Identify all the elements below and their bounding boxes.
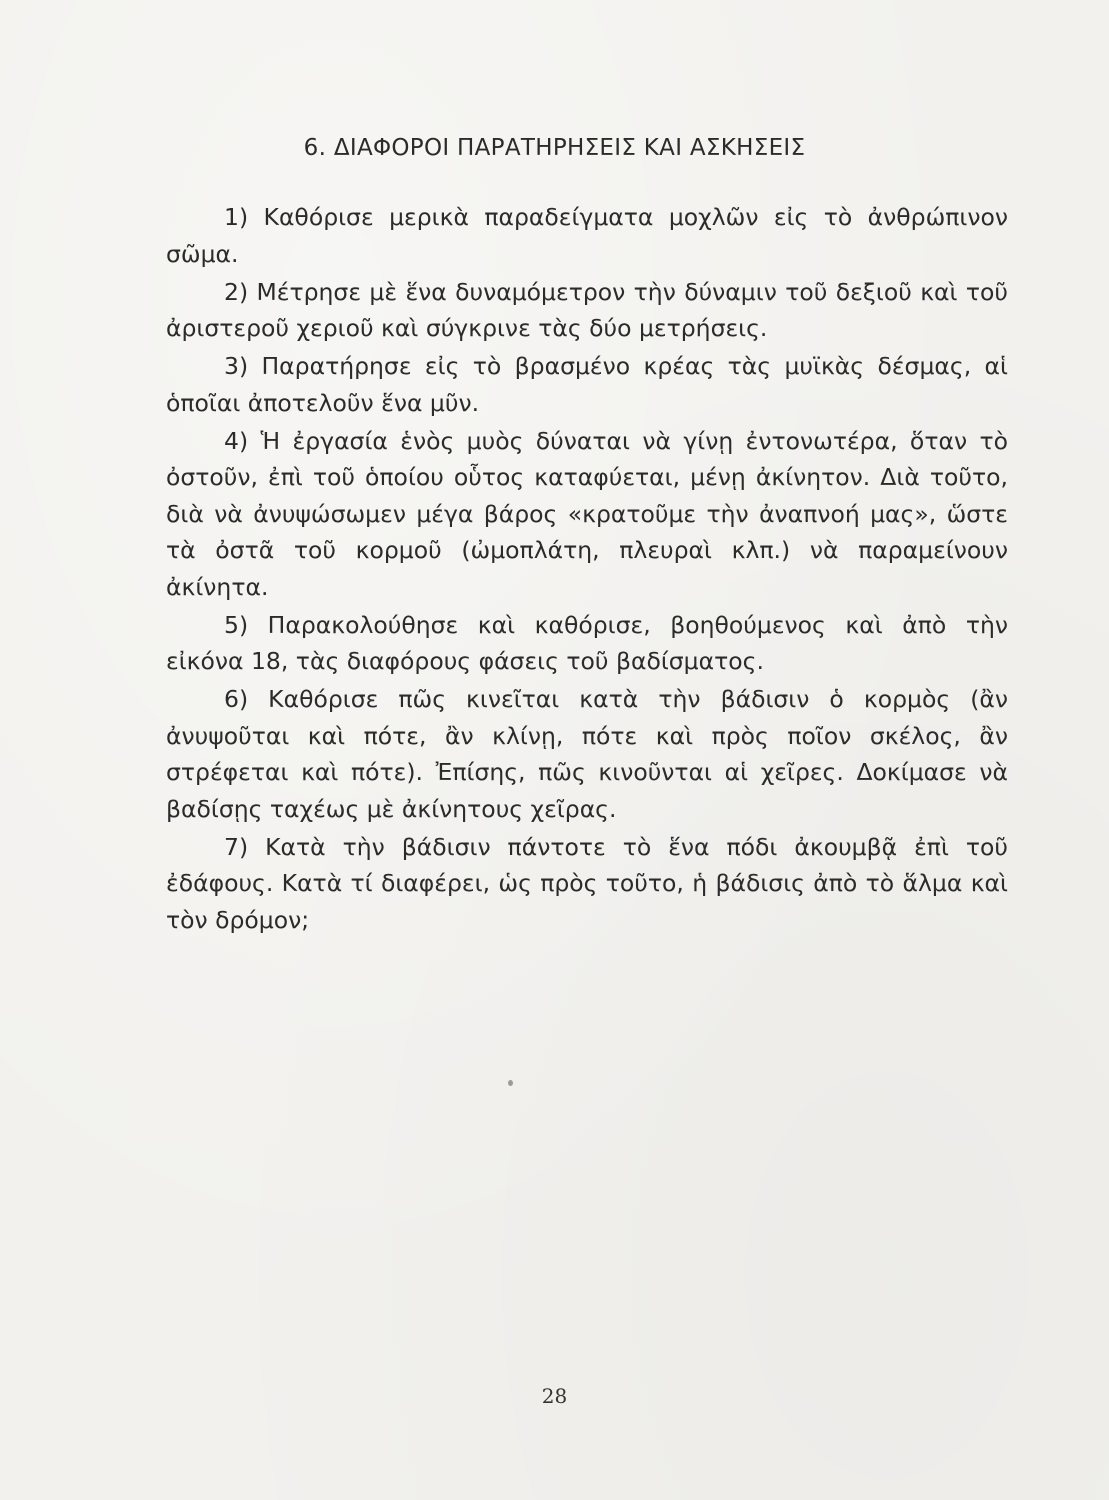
page-number: 28: [541, 1384, 568, 1408]
section-heading: 6. ΔΙΑΦΟΡΟΙ ΠΑΡΑΤΗΡΗΣΕΙΣ ΚΑΙ ΑΣΚΗΣΕΙΣ: [303, 135, 806, 161]
exercise-6: 6) Καθόρισε πῶς κινεῖται κατὰ τὴν βάδισιν ὁ κορμὸς (ἂν ἀνυψοῦται καὶ πότε, ἂν κλίνῃ, πότε καὶ πρὸς ποῖον σκέλος, ἂν στρέφεται καὶ πότε). Ἐπίσης, πῶς κινοῦνται αἱ χεῖρες. Δοκίμασε νὰ βαδίσῃς ταχέως μὲ ἀκίνητους χεῖρας.: [166, 685, 1008, 823]
exercise-4: 4) Ἡ ἐργασία ἑνὸς μυὸς δύναται νὰ γίνῃ ἐντονωτέρα, ὅταν τὸ ὀστοῦν, ἐπὶ τοῦ ὁποίου οὗτος καταφύεται, μένῃ ἀκίνητον. Διὰ τοῦτο, διὰ νὰ ἀνυψώσωμεν μέγα βάρος «κρατοῦμε τὴν ἀναπνοή μας», ὥστε τὰ ὀστᾶ τοῦ κορμοῦ (ὠμοπλάτη, πλευραὶ κλπ.) νὰ παραμείνουν ἀκίνητα.: [166, 426, 1008, 601]
paper-speck: [508, 1080, 513, 1086]
exercise-1: 1) Καθόρισε μερικὰ παραδείγματα μοχλῶν εἰς τὸ ἀνθρώπινον σῶμα.: [166, 203, 1008, 268]
exercise-list: [166, 199, 1008, 940]
exercise-5: 5) Παρακολούθησε καὶ καθόρισε, βοηθούμενος καὶ ἀπὸ τὴν εἰκόνα 18, τὰς διαφόρους φάσεις τοῦ βαδίσματος.: [166, 610, 1008, 675]
exercise-2: 2) Μέτρησε μὲ ἕνα δυναμόμετρον τὴν δύναμιν τοῦ δεξιοῦ καὶ τοῦ ἀριστεροῦ χεριοῦ καὶ σύγκρινε τὰς δύο μετρήσεις.: [166, 277, 1008, 342]
exercise-3: 3) Παρατήρησε εἰς τὸ βρασμένο κρέας τὰς μυϊκὰς δέσμας, αἱ ὁποῖαι ἀποτελοῦν ἕνα μῦν.: [166, 352, 1008, 417]
exercise-7: 7) Κατὰ τὴν βάδισιν πάντοτε τὸ ἕνα πόδι ἀκουμβᾷ ἐπὶ τοῦ ἐδάφους. Κατὰ τί διαφέρει, ὡς πρὸς τοῦτο, ἡ βάδισις ἀπὸ τὸ ἅλμα καὶ τὸν δρόμον;: [166, 832, 1008, 934]
